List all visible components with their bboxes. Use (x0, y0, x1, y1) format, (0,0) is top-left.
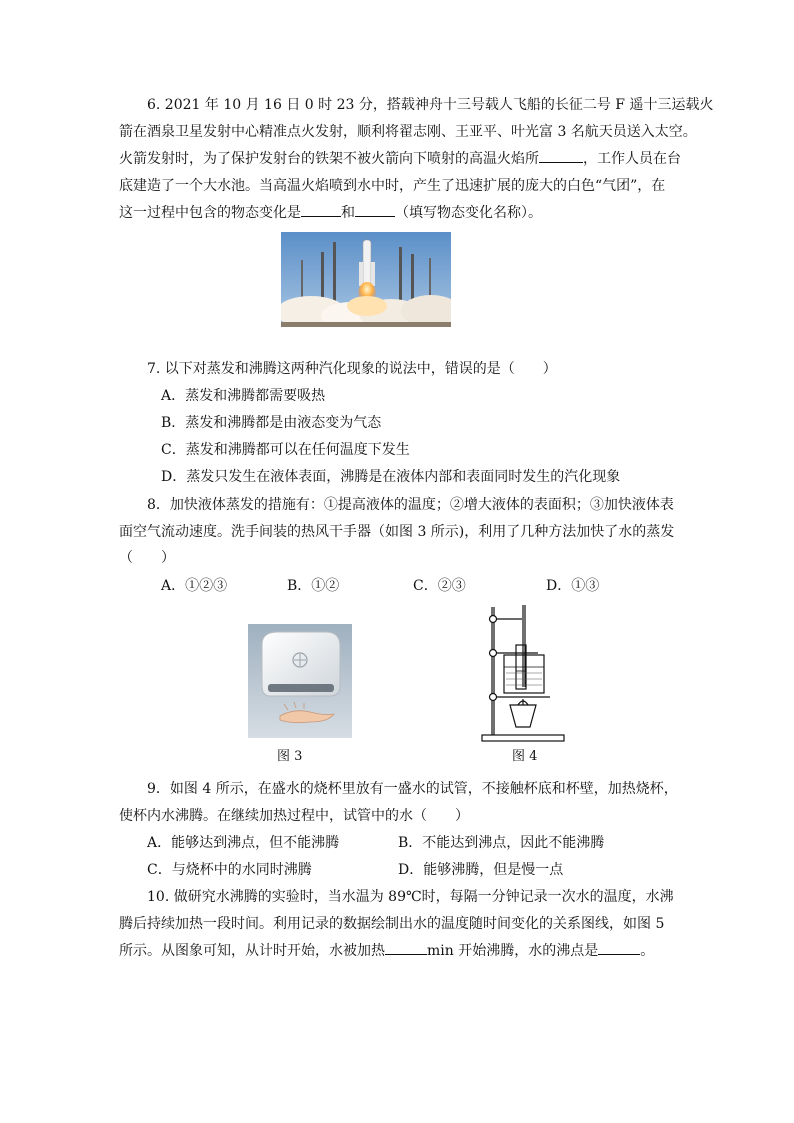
hand-dryer-photo (248, 624, 352, 738)
q6-line-5 (119, 200, 542, 227)
q6-answer-blank-3[interactable] (355, 202, 395, 217)
q10-line-3-text-a: 所示。从图象可知，从计时开始，水被加热 (119, 943, 385, 959)
rocket-launch-illustration (281, 232, 451, 327)
q7-option-a[interactable]: A．蒸发和沸腾都需要吸热 (161, 388, 326, 404)
q7-option-b[interactable]: B．蒸发和沸腾都是由液态变为气态 (161, 415, 382, 431)
q6-answer-blank-2[interactable] (301, 202, 341, 217)
q6-line-1: 6. 2021 年 10 月 16 日 0 时 23 分，搭载神舟十三号载人飞船的长征二号 F 遥十三运载火 (147, 97, 714, 113)
q6-line-3-text-b: ，工作人员在台 (583, 151, 681, 167)
q6-line-2: 箭在酒泉卫星发射中心精准点火发射，顺利将翟志刚、王亚平、叶光富 3 名航天员送入太空。 (119, 124, 697, 140)
boiling-apparatus-illustration (478, 601, 568, 743)
boiling-apparatus-diagram (478, 601, 568, 743)
q8-line-3: （ ） (119, 550, 175, 566)
q10-answer-blank-1[interactable] (385, 940, 427, 955)
figure-4-caption: 图 4 (512, 749, 538, 764)
q9-option-b[interactable]: B．不能达到沸点，因此不能沸腾 (398, 835, 605, 851)
rocket-launch-photo (281, 232, 451, 327)
q6-line-5-text-b: 和 (341, 205, 355, 221)
q10-line-3-text-b: min 开始沸腾，水的沸点是 (427, 943, 599, 959)
q9-option-c[interactable]: C．与烧杯中的水同时沸腾 (147, 862, 312, 878)
q10-line-2: 腾后持续加热一段时间。利用记录的数据绘制出水的温度随时间变化的关系图线，如图 5 (119, 916, 665, 932)
q10-line-1: 10. 做研究水沸腾的实验时，当水温为 89℃时，每隔一分钟记录一次水的温度，水沸 (147, 889, 674, 905)
q9-line-1: 9．如图 4 所示，在盛水的烧杯里放有一盛水的试管，不接触杯底和杯壁，加热烧杯， (147, 781, 678, 797)
q7-option-c[interactable]: C．蒸发和沸腾都可以在任何温度下发生 (161, 442, 410, 458)
q6-line-5-text-a: 这一过程中包含的物态变化是 (119, 205, 301, 221)
q10-line-3 (119, 938, 654, 965)
q8-line-2: 面空气流动速度。洗手间装的热风干手器（如图 3 所示)，利用了几种方法加快了水的蒸发 (119, 524, 675, 540)
q10-line-3-text-c: 。 (640, 943, 655, 959)
q6-line-3-text-a: 火箭发射时，为了保护发射台的铁架不被火箭向下喷射的高温火焰所 (119, 151, 539, 167)
q6-answer-blank-1[interactable] (539, 148, 583, 163)
q8-option-c[interactable]: C．②③ (413, 578, 466, 594)
q6-line-3 (119, 146, 681, 173)
q9-option-a[interactable]: A．能够达到沸点，但不能沸腾 (147, 835, 340, 851)
q7-stem: 7. 以下对蒸发和沸腾这两种汽化现象的说法中，错误的是（ ） (147, 361, 557, 377)
q8-line-1: 8．加快液体蒸发的措施有：①提高液体的温度；②增大液体的表面积；③加快液体表 (147, 497, 674, 513)
q6-line-4: 底建造了一个大水池。当高温火焰喷到水中时，产生了迅速扩展的庞大的白色“气团”，在 (119, 178, 666, 194)
hand-dryer-illustration (248, 624, 352, 738)
q8-option-b[interactable]: B．①② (287, 578, 340, 594)
q8-option-d[interactable]: D．①③ (546, 578, 600, 594)
q8-option-a[interactable]: A．①②③ (161, 578, 228, 594)
q9-line-2: 使杯内水沸腾。在继续加热过程中，试管中的水（ ） (119, 808, 469, 824)
q9-option-d[interactable]: D．能够沸腾，但是慢一点 (398, 862, 564, 878)
q6-line-5-text-c: （填写物态变化名称）。 (395, 205, 542, 221)
q7-option-d[interactable]: D．蒸发只发生在液体表面，沸腾是在液体内部和表面同时发生的汽化现象 (161, 469, 621, 485)
q10-answer-blank-2[interactable] (598, 940, 640, 955)
figure-3-caption: 图 3 (277, 749, 303, 764)
